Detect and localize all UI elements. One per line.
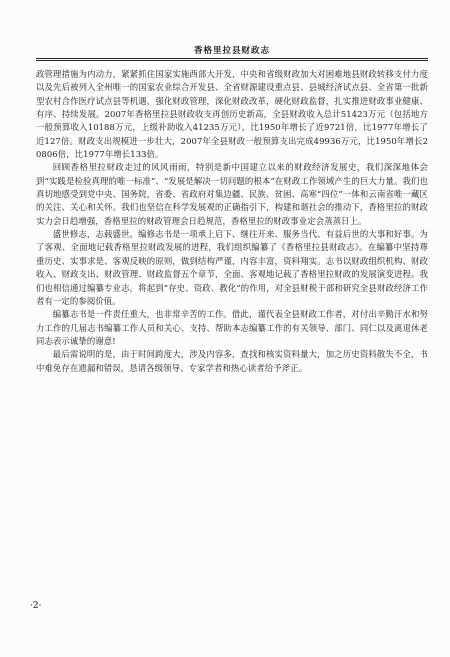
body-text <box>36 68 428 375</box>
page-number: ·2· <box>30 601 42 611</box>
running-header-title: 香格里拉县财政志 <box>193 46 270 56</box>
paragraph: 回顾香格里拉财政走过的风风雨雨，特别是新中国建立以来的财政经济发展史，我们深深地体会到“实践是检验真理的唯一标准”、“发展是解决一切问题的根本”在财政工作领域产生的巨大力量。我们也真切地感受到党中央、国务院，省委、省政府对集边疆、民族、贫困、高寒“四位”一体和云南省唯一藏区的关注、关心和关怀。我们也坚信在科学发展观的正确指引下，构建和谐社会的推动下，香格里拉的财政实力会日趋增强，香格里拉的财政管理会日趋规范，香格里拉的财政事业定会蒸蒸日上。 <box>36 162 428 226</box>
header-rule-thick <box>36 58 428 59</box>
paragraph: 最后需说明的是，由于时间跨度大，涉及内容多，查找和核实资料量大，加之历史资料散失不全，书中难免存在遗漏和错误，恳请各级领导、专家学者和热心读者给予斧正。 <box>36 349 428 373</box>
paragraph-continued: 政管理措施为内动力，紧紧抓住国家实施西部大开发，中央和省级财政加大对困难地县财政转移支付力度以及先后被列入全州唯一的国家农业综合开发县、全省财源建设重点县、县城经济试点县、全省第一批新型农村合作医疗试点县等机遇，强化财政管理，深化财政改革，硬化财政监督，扎实推进财政事业健康、有序、持续发展。2007年香格里拉县财政收支再创历史新高，全县财政收入总计51423万元（包括地方一般预算收入10188万元，上级补助收入41235万元），比1950年增长了近9721倍，比1977年增长了近127倍。财政支出规模进一步壮大，2007年全县财政一般预算支出完成49936万元，比1950年增长20806倍，比1977年增长133倍。 <box>36 69 428 160</box>
header-rule-thin <box>36 60 428 61</box>
paragraph: 编纂志书是一件责任重大，也非常辛苦的工作。借此，谨代表全县财政工作者，对付出辛勤汗水和努力工作的几届志书编纂工作人员和关心、支持、帮助本志编纂工作的有关领导、部门、同仁以及离退休老同志表示诚挚的谢意! <box>36 309 428 346</box>
paragraph: 盛世修志，志载盛世。编修志书是一项承上启下、继往开来、服务当代、有益后世的大事和好事。为了客观、全面地记载香格里拉财政发展的进程，我们组织编纂了《香格里拉县财政志》。在编纂中坚持尊重历史、实事求是、客观反映的原则，做到结构严谨，内容丰富，资料翔实。志书以财政组织机构、财政收入、财政支出、财政管理、财政监督五个章节，全面、客观地记载了香格里拉财政的发展演变进程。我们也相信通过编纂专业志，将起到“存史、资政、教化”的作用，对全县财税干部和研究全县财政经济工作者有一定的参阅价值。 <box>36 229 428 306</box>
